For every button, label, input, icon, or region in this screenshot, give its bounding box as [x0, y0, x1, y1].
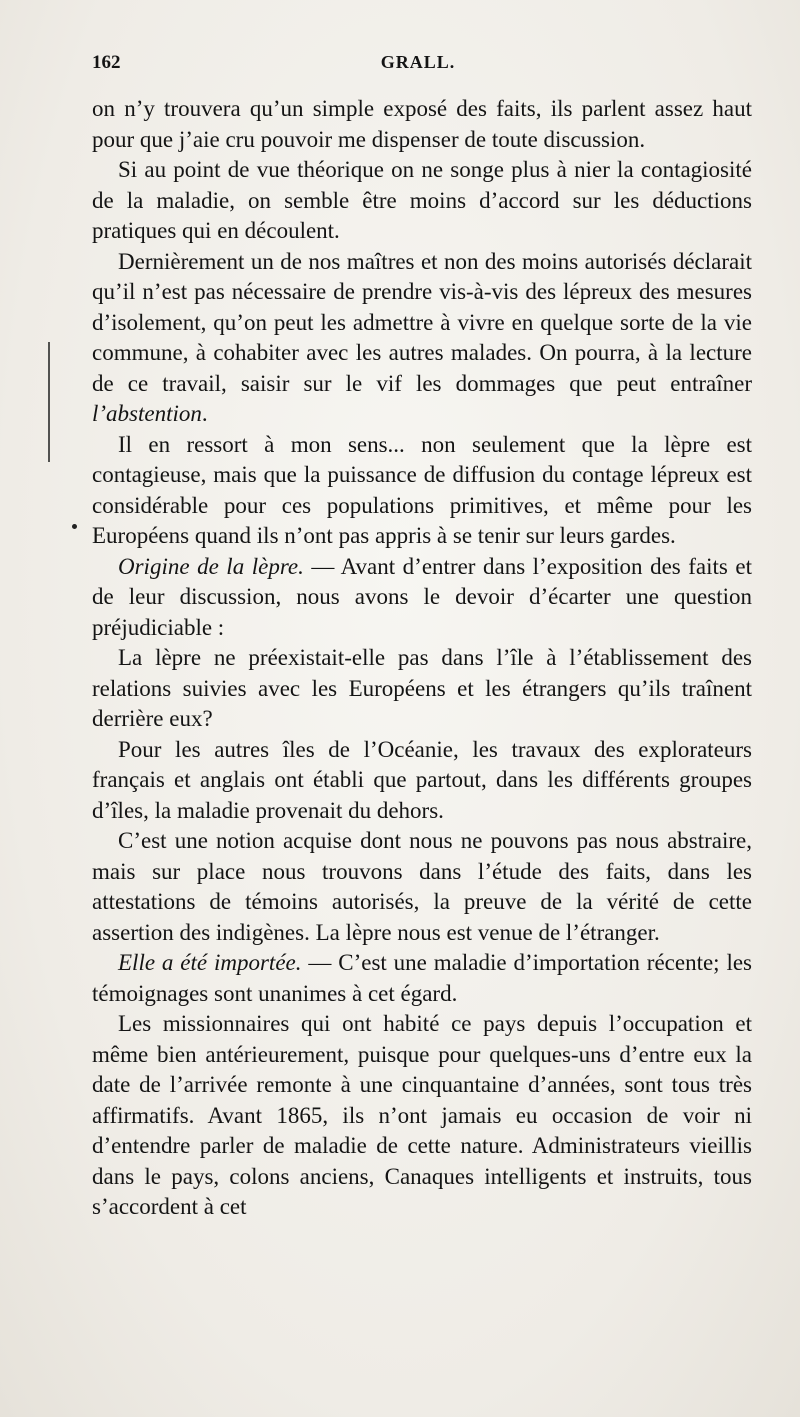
- paragraph-1: on n’y trouvera qu’un simple exposé des faits, ils parlent assez haut pour que j’aie cru pouvoir me dispenser de toute discussion.: [92, 96, 752, 152]
- paragraph-6: La lèpre ne préexistait-elle pas dans l’île à l’établissement des relations suivies avec les Européens et les étrangers qu’ils traînent derrière eux?: [92, 645, 752, 731]
- margin-mark-dot: [72, 524, 77, 529]
- body-text: [92, 94, 752, 1223]
- section-heading-origine: Origine de la lèpre.: [118, 553, 304, 579]
- paragraph-9-text: — C’est une maladie d’importation récente; les témoignages sont unanimes à cet égard.: [92, 950, 753, 1006]
- paragraph-8: C’est une notion acquise dont nous ne pouvons pas nous abstraire, mais sur place nous trouvons dans l’étude des faits, dans les attestations de témoins autorisés, la preuve de la vérité de cette assertion des indigènes. La lèpre nous est venue de l’étranger.: [92, 828, 752, 945]
- page-number: 162: [92, 52, 121, 73]
- paragraph-9: [92, 948, 752, 1009]
- paragraph-3-text: Dernièrement un de nos maîtres et non des moins autorisés déclarait qu’il n’est pas nécessaire de prendre vis-à-vis des lépreux des mesures d’isolement, qu’on peut les admettre à vivre en quelque sorte de la vie commune, à cohabiter avec les autres malades. On pourra, à la lecture de ce travail, saisir sur le vif les dommages que peut entraîner: [92, 248, 752, 396]
- paragraph-3: [92, 247, 752, 430]
- paragraph-5-text: — Avant d’entrer dans l’exposition des faits et de leur discussion, nous avons le devoir d’écarter une question préjudiciable :: [92, 553, 752, 640]
- paragraph-7: Pour les autres îles de l’Océanie, les travaux des explorateurs français et anglais ont établi que partout, dans les différents groupes d’îles, la maladie provenait du dehors.: [92, 736, 752, 823]
- paragraph-2: Si au point de vue théorique on ne songe plus à nier la contagiosité de la maladie, on semble être moins d’accord sur les déductions pratiques qui en découlent.: [92, 157, 752, 243]
- paragraph-3-end: .: [201, 401, 208, 426]
- running-title: GRALL.: [380, 52, 456, 72]
- margin-mark-line: [48, 342, 50, 462]
- paragraph-5: [92, 552, 752, 644]
- paragraph-3-italic: l’abstention: [92, 401, 202, 426]
- page-header: [92, 52, 744, 82]
- paragraph-4: Il en ressort à mon sens... non seulement que la lèpre est contagieuse, mais que la puissance de diffusion du contage lépreux est considérable pour ces populations primitives, et même pour les Européens quand ils n’ont pas appris à se tenir sur leurs gardes.: [92, 431, 752, 548]
- section-heading-importee: Elle a été importée.: [118, 950, 302, 975]
- paragraph-10: Les missionnaires qui ont habité ce pays depuis l’occupation et même bien antérieurement, puisque pour quelques-uns d’entre eux la date de l’arrivée remonte à une cinquantaine d’années, sont tous très affirmatifs. Avant 1865, ils n’ont jamais eu occasion de voir ni d’entendre parler de maladie de cette nature. Administrateurs vieillis dans le pays, colons anciens, Canaques intelligents et instruits, tous s’accordent à cet: [92, 1011, 752, 1219]
